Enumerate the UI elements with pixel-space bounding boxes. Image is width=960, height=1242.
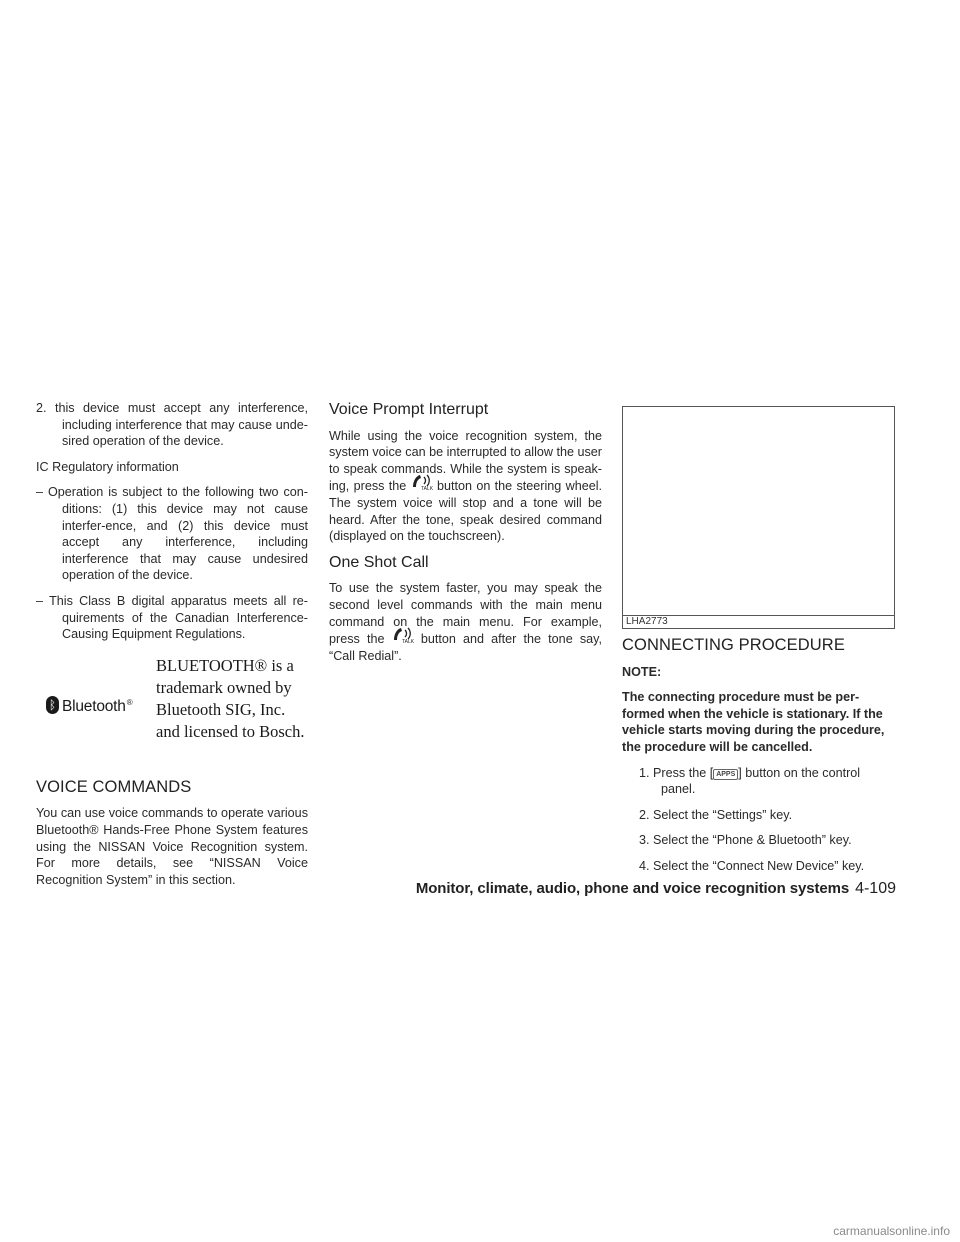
bluetooth-wordmark: Bluetooth® (62, 697, 133, 715)
note-body: The connecting procedure must be per-formed when the vehicle is stationary. If the vehicle starts moving during the procedure, the procedure will be cancelled. (622, 690, 885, 754)
figure-code: LHA2773 (623, 615, 894, 628)
footer-section-title: Monitor, climate, audio, phone and voice recognition systems (415, 880, 850, 897)
svg-text:TALK: TALK (401, 639, 414, 645)
column-right (622, 406, 895, 884)
page-number: 4-109 (855, 880, 896, 897)
step-3: 3. Select the “Phone & Bluetooth” key. (639, 833, 852, 848)
connecting-procedure-heading: CONNECTING PROCEDURE (622, 636, 845, 654)
figure-placeholder (622, 406, 895, 629)
voice-prompt-interrupt-heading: Voice Prompt Interrupt (329, 401, 489, 418)
bluetooth-trademark-block (36, 655, 308, 765)
step-4: 4. Select the “Connect New Device” key. (639, 858, 865, 873)
one-shot-call-heading: One Shot Call (329, 553, 429, 571)
page-footer (380, 880, 896, 898)
ic-regulatory-label: IC Regulatory information (36, 459, 179, 474)
bluetooth-rune-icon: ᛒ (46, 696, 59, 714)
one-shot-call-body: To use the system faster, you may speak the second level commands with the main menu command on the main menu. For example, press the TALK button and after the tone say, “Call Redial”. (329, 581, 603, 663)
list-item-2: 2. this device must accept any interference, including interference that may cause unde-sired operation of the device. (36, 401, 308, 449)
column-left (36, 400, 308, 897)
dash-item-operation: – Operation is subject to the following two con-ditions: (1) this device may not cause interfer-ence, and (2) this device must accept any interference, including interference that may cause undesired operation of the device. (36, 485, 308, 583)
dash-item-class-b: – This Class B digital apparatus meets all re-quirements of the Canadian Interference-Causing Equipment Regulations. (36, 593, 308, 642)
voice-commands-heading: VOICE COMMANDS (36, 777, 192, 796)
talk-button-icon (411, 477, 433, 491)
step-2: 2. Select the “Settings” key. (639, 807, 793, 822)
note-label: NOTE: (622, 664, 662, 679)
watermark: carmanualsonline.info (833, 1224, 950, 1238)
bluetooth-logo (46, 695, 132, 716)
talk-button-icon (392, 630, 414, 644)
column-middle (329, 400, 602, 673)
voice-prompt-interrupt-body: While using the voice recognition system, the system voice can be interrupted to allow the user to speak commands. While the system is speak-ing, press the TALK button on the steering wheel. The system voice will stop and a tone will be heard. After the tone, speak desired command (displayed on the touchscreen). (329, 428, 603, 544)
step-1: 1. Press the [ APPS ] button on the control panel. (639, 765, 861, 797)
svg-text:TALK: TALK (420, 486, 433, 492)
voice-commands-body: You can use voice commands to operate various Bluetooth® Hands-Free Phone System features using the NISSAN Voice Recognition system. For more details, see “NISSAN Voice Recognition System” in this section. (36, 806, 308, 887)
bluetooth-trademark-text: BLUETOOTH® is a trademark owned by Bluetooth SIG, Inc. and licensed to Bosch. (156, 655, 305, 741)
procedure-steps (622, 765, 895, 875)
apps-button-icon: APPS (713, 769, 738, 780)
